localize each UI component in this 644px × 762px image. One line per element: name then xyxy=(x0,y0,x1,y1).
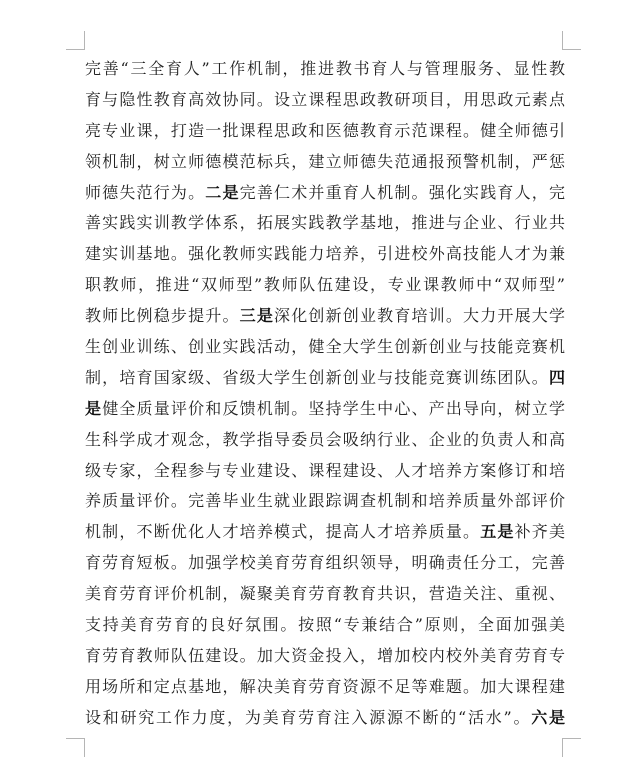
text-run: 领机制，树立师德模范标兵，建立师德失范通报预警机制，严惩 xyxy=(85,151,565,171)
bold-enumerator: 五是 xyxy=(480,522,515,542)
crop-mark-top-right xyxy=(562,31,581,50)
text-line xyxy=(85,178,565,209)
text-line xyxy=(85,363,565,394)
text-run: 育劳育短板。加强学校美育劳育组织领导，明确责任分工，完善 xyxy=(85,553,565,573)
text-run: 生创业训练、创业实践活动，健全大学生创新创业与技能竞赛机 xyxy=(85,337,565,357)
bold-enumerator: 三是 xyxy=(239,306,275,326)
text-run: 用场所和定点基地，解决美育劳育资源不足等难题。加大课程建 xyxy=(85,676,565,696)
text-line xyxy=(85,301,565,332)
text-run: 善实践实训教学体系，拓展实践教学基地，推进与企业、行业共 xyxy=(85,213,565,233)
text-run: 育与隐性教育高效协同。设立课程思政教研项目，用思政元素点 xyxy=(85,89,565,109)
crop-mark-bottom-left xyxy=(66,738,85,757)
text-line xyxy=(85,425,565,456)
text-run: 制，培育国家级、省级大学生创新创业与技能竞赛训练团队。 xyxy=(85,367,549,387)
text-run: 育劳育教师队伍建设。加大资金投入，增加校内校外美育劳育专 xyxy=(85,645,565,665)
text-run: 完善仁术并重育人机制。强化实践育人，完 xyxy=(239,182,565,202)
text-line xyxy=(85,239,565,270)
text-run: 深化创新创业教育培训。大力开展大学 xyxy=(274,306,565,326)
text-run: 机制，不断优化人才培养模式，提高人才培养质量。 xyxy=(85,522,481,542)
text-run: 健全质量评价和反馈机制。坚持学生中心、产出导向，树立学 xyxy=(102,398,565,418)
text-line xyxy=(85,456,565,487)
text-line xyxy=(85,641,565,672)
text-run: 完善“三全育人”工作机制，推进教书育人与管理服务、显性教 xyxy=(85,59,565,78)
crop-mark-top-left xyxy=(66,31,85,50)
text-line xyxy=(85,54,565,85)
text-run: 师德失范行为。 xyxy=(85,182,206,202)
text-line xyxy=(85,208,565,239)
text-line xyxy=(85,116,565,147)
text-line xyxy=(85,579,565,610)
text-run: 教师比例稳步提升。 xyxy=(85,306,240,326)
bold-enumerator: 是 xyxy=(85,398,103,418)
text-run: 支持美育劳育的良好氛围。按照“专兼结合”原则，全面加强美 xyxy=(85,615,565,635)
body-paragraph xyxy=(85,54,565,734)
text-line xyxy=(85,332,565,363)
text-run: 补齐美 xyxy=(514,522,565,542)
text-line xyxy=(85,270,565,301)
text-line xyxy=(85,610,565,641)
text-line xyxy=(85,486,565,517)
text-line xyxy=(85,85,565,116)
text-run: 建实训基地。强化教师实践能力培养，引进校外高技能人才为兼 xyxy=(85,244,565,264)
text-run: 设和研究工作力度，为美育劳育注入源源不断的“活水”。 xyxy=(85,707,532,727)
text-line xyxy=(85,517,565,548)
bold-enumerator: 四 xyxy=(548,367,565,387)
text-line xyxy=(85,548,565,579)
bold-enumerator: 六是 xyxy=(531,707,565,727)
text-run: 亮专业课，打造一批课程思政和医德教育示范课程。健全师德引 xyxy=(85,120,565,140)
text-line xyxy=(85,703,565,734)
crop-mark-bottom-right xyxy=(562,738,581,757)
text-run: 生科学成才观念，教学指导委员会吸纳行业、企业的负责人和高 xyxy=(85,429,565,449)
text-run: 养质量评价。完善毕业生就业跟踪调查机制和培养质量外部评价 xyxy=(85,491,565,511)
text-run: 美育劳育评价机制，凝聚美育劳育教育共识，营造关注、重视、 xyxy=(85,584,565,604)
bold-enumerator: 二是 xyxy=(205,182,240,202)
text-line xyxy=(85,147,565,178)
text-line xyxy=(85,672,565,703)
text-run: 职教师，推进“双师型”教师队伍建设，专业课教师中“双师型” xyxy=(85,275,565,295)
text-line xyxy=(85,394,565,425)
text-run: 级专家，全程参与专业建设、课程建设、人才培养方案修订和培 xyxy=(85,460,565,480)
